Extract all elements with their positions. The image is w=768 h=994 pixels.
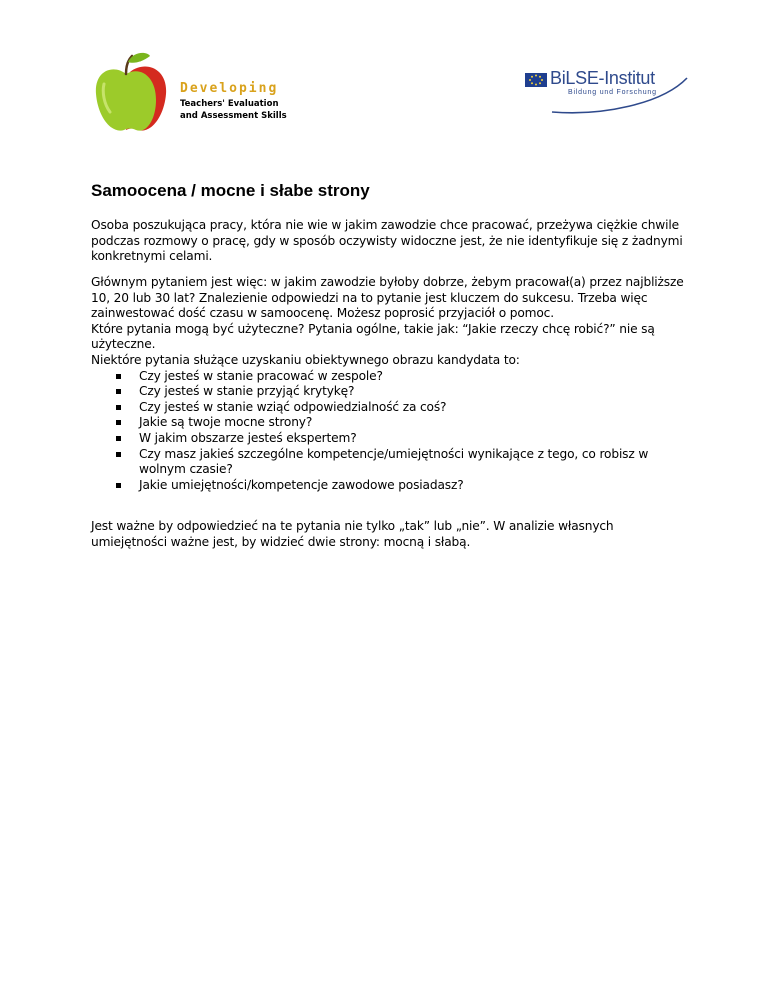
questions-lead: Niektóre pytania służące uzyskaniu obiektywnego obrazu kandydata to:: [91, 352, 520, 367]
bilse-institut-logo: [522, 66, 692, 118]
questions-list: [91, 369, 691, 494]
list-item: Jakie umiejętności/kompetencje zawodowe posiadasz?: [91, 478, 691, 494]
main-paragraph: Głównym pytaniem jest więc: w jakim zawodzie byłoby dobrze, żebym pracował(a) przez najbliższe 10, 20 lub 30 lat? Znalezienie odpowiedzi na to pytanie jest kluczem do sukcesu. Trzeba więc zainwestować dość czasu w samoocenę. Możesz poprosić przyjaciół o pomoc.: [91, 275, 684, 321]
page-title: Samoocena / mocne i słabe strony: [91, 181, 370, 200]
logo-subtitle-line1: Teachers' Evaluation: [180, 99, 279, 109]
main-section: [91, 275, 691, 493]
closing-paragraph: Jest ważne by odpowiedzieć na te pytania nie tylko „tak” lub „nie”. W analizie własnych umiejętności ważne jest, by widzieć dwie strony: mocną i słabą.: [91, 519, 614, 549]
list-item: Czy masz jakieś szczególne kompetencje/umiejętności wynikające z tego, co robisz w wolnym czasie?: [91, 447, 691, 478]
logo-title: Developing: [180, 81, 279, 96]
list-item: Czy jesteś w stanie pracować w zespole?: [91, 369, 691, 385]
apple-icon: [90, 50, 170, 136]
list-item: Jakie są twoje mocne strony?: [91, 415, 691, 431]
questions-intro: Które pytania mogą być użyteczne? Pytania ogólne, takie jak: “Jakie rzeczy chcę robić?” nie są użyteczne.: [91, 321, 655, 352]
intro-paragraph: Osoba poszukująca pracy, która nie wie w jakim zawodzie chce pracować, przeżywa ciężkie chwile podczas rozmowy o pracę, gdy w sposób oczywisty widoczne jest, że nie identyfikuje się z żadnymi konkretnymi celami.: [91, 218, 683, 264]
bilse-name: BiLSE-Institut: [550, 68, 655, 88]
logo-subtitle-line2: and Assessment Skills: [180, 111, 287, 121]
developing-teachers-logo: [90, 50, 287, 136]
list-item: Czy jesteś w stanie przyjąć krytykę?: [91, 384, 691, 400]
list-item: Czy jesteś w stanie wziąć odpowiedzialność za coś?: [91, 400, 691, 416]
bilse-tagline: Bildung und Forschung: [568, 89, 657, 96]
list-item: W jakim obszarze jesteś ekspertem?: [91, 431, 691, 447]
